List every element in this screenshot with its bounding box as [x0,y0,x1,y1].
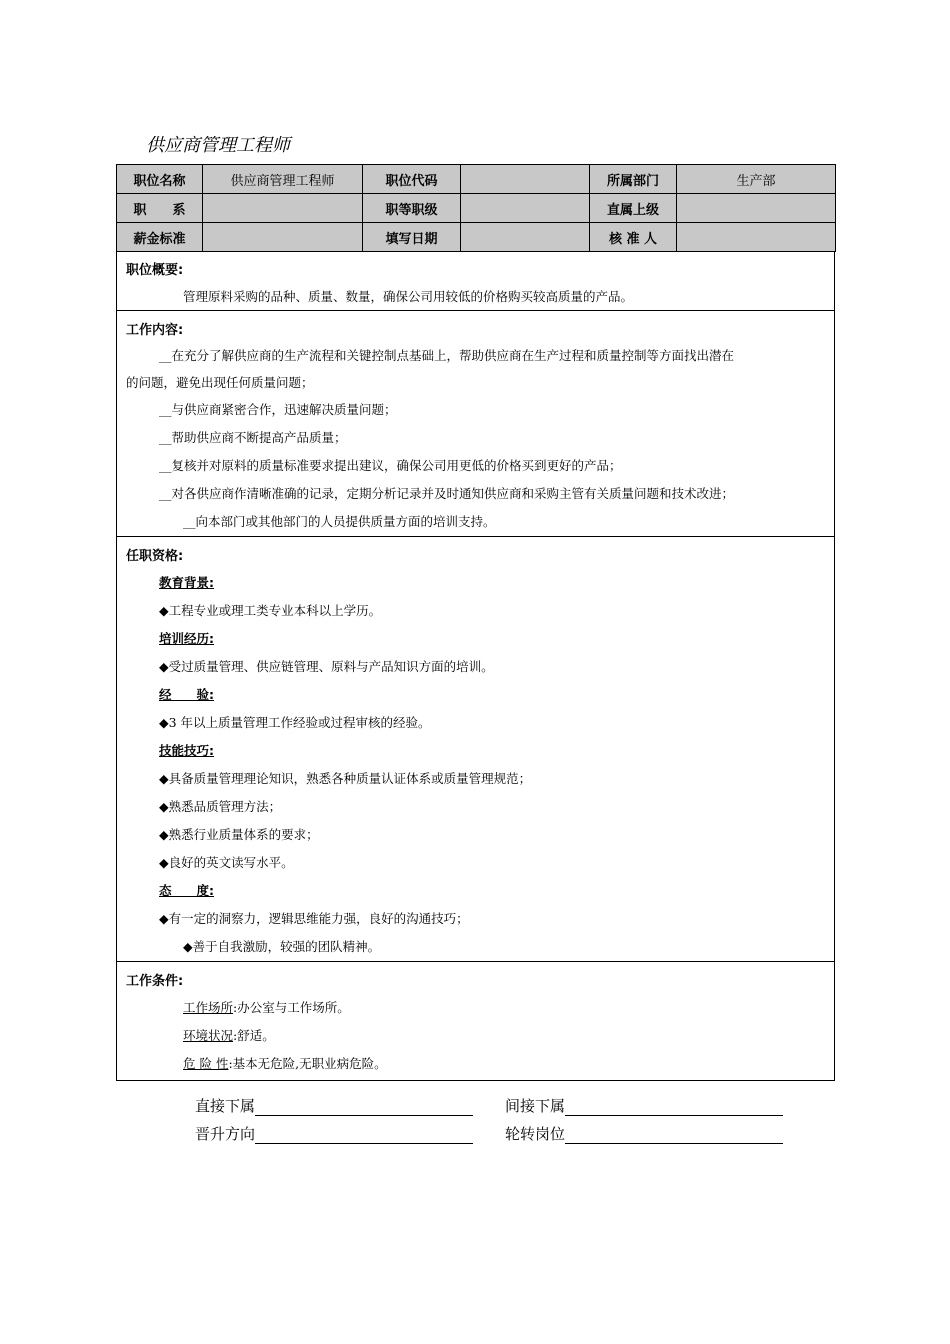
header-value-cell [461,165,590,194]
header-value-cell [203,194,363,223]
header-value-cell [677,223,836,252]
header-label-cell: 所属部门 [590,165,677,194]
direct-sub-label: 直接下属 [195,1097,256,1115]
condition-value: :办公室与工作场所。 [233,1000,350,1015]
condition-item [183,1026,275,1044]
header-row [117,223,836,252]
header-value-cell [677,194,836,223]
rotation-field[interactable] [565,1127,783,1144]
skill-item: ◆良好的英文读写水平。 [159,855,294,870]
direct-sub-field[interactable] [255,1099,473,1116]
overview-heading: 职位概要: [126,263,184,278]
footer-promotion [195,1123,473,1144]
condition-value: :舒适。 [233,1028,275,1043]
section-conditions [116,962,835,1081]
overview-text: 管理原料采购的品种、质量、数量，确保公司用较低的价格购买较高质量的产品。 [183,289,634,304]
indirect-sub-field[interactable] [565,1099,783,1116]
section-qualifications [116,537,835,962]
header-label-cell: 职等职级 [363,194,461,223]
indirect-sub-label: 间接下属 [505,1097,566,1115]
header-row [117,165,836,194]
header-value-cell: 供应商管理工程师 [203,165,363,194]
header-table [116,164,836,252]
condition-item [183,998,350,1016]
education-text: ◆工程专业或理工类专业本科以上学历。 [159,603,382,618]
duty-line: __复核并对原料的质量标准要求提出建议，确保公司用更低的价格买到更好的产品； [159,458,622,473]
skills-label: 技能技巧: [159,743,214,758]
section-overview [116,251,835,311]
condition-value: :基本无危险,无职业病危险。 [228,1056,387,1071]
header-value-cell [461,223,590,252]
duty-line: __向本部门或其他部门的人员提供质量方面的培训支持。 [183,514,496,529]
duty-line: __与供应商紧密合作，迅速解决质量问题； [159,402,397,417]
experience-label: 经 验: [159,687,214,702]
header-label-cell: 职位名称 [117,165,203,194]
footer-direct-subordinates [195,1095,473,1116]
condition-label: 危 险 性 [183,1056,229,1071]
education-label: 教育背景: [159,575,214,590]
skill-item: ◆熟悉行业质量体系的要求； [159,827,319,842]
training-label: 培训经历: [159,631,214,646]
skill-item: ◆熟悉品质管理方法； [159,799,282,814]
section-duties [116,311,835,537]
attitude-item: ◆善于自我激励，较强的团队精神。 [183,939,381,954]
header-value-cell: 生产部 [677,165,836,194]
footer-indirect-subordinates [505,1095,783,1116]
header-label-cell: 职位代码 [363,165,461,194]
header-row [117,194,836,223]
document-title: 供应商管理工程师 [146,135,290,156]
header-value-cell [203,223,363,252]
duty-line: __对各供应商作清晰准确的记录，定期分析记录并及时通知供应商和采购主管有关质量问题和技术改进； [159,486,735,501]
header-value-cell [461,194,590,223]
rotation-label: 轮转岗位 [505,1125,566,1143]
condition-item [183,1054,387,1072]
header-label-cell: 直属上级 [590,194,677,223]
condition-label: 环境状况 [183,1028,234,1043]
skill-item: ◆具备质量管理理论知识，熟悉各种质量认证体系或质量管理规范； [159,771,532,786]
duty-line: __在充分了解供应商的生产流程和关键控制点基础上，帮助供应商在生产过程和质量控制等方面找出潜在 [159,348,735,363]
qualifications-heading: 任职资格: [126,549,184,564]
duties-heading: 工作内容: [126,323,184,338]
header-label-cell: 核 准 人 [590,223,677,252]
promotion-field[interactable] [255,1127,473,1144]
attitude-item: ◆有一定的洞察力，逻辑思维能力强，良好的沟通技巧； [159,911,469,926]
duty-line: __帮助供应商不断提高产品质量； [159,430,347,445]
header-label-cell: 填写日期 [363,223,461,252]
header-label-cell: 薪金标准 [117,223,203,252]
duty-line: 的问题，避免出现任何质量问题； [126,375,314,390]
header-label-cell: 职 系 [117,194,203,223]
conditions-heading: 工作条件: [126,974,184,989]
condition-label: 工作场所 [183,1000,234,1015]
attitude-label: 态 度: [159,883,214,898]
experience-text: ◆3 年以上质量管理工作经验或过程审核的经验。 [159,715,431,730]
training-text: ◆受过质量管理、供应链管理、原料与产品知识方面的培训。 [159,659,494,674]
footer-rotation [505,1123,783,1144]
promotion-label: 晋升方向 [195,1125,256,1143]
